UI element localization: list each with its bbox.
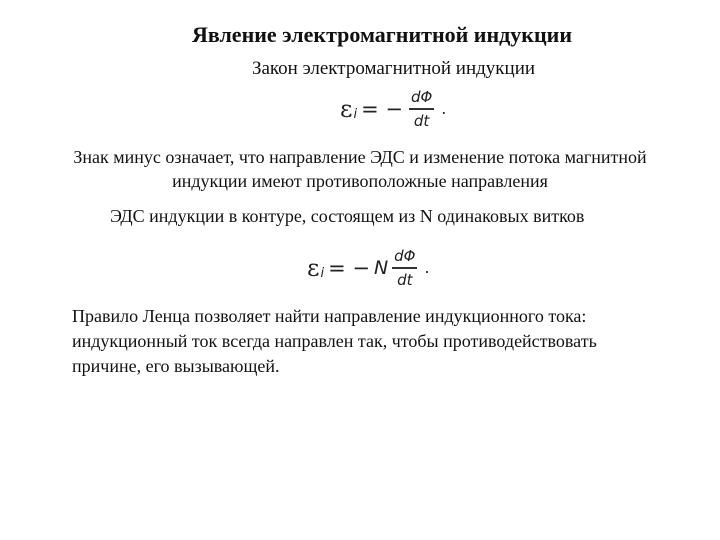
epsilon-symbol: ε <box>307 253 320 282</box>
emf-subscript: i <box>353 107 358 123</box>
formula-period: . <box>441 99 447 119</box>
emf-symbol <box>307 254 324 282</box>
epsilon-symbol: ε <box>340 94 353 123</box>
fraction-bar <box>409 108 434 110</box>
faraday-law-formula <box>340 88 446 130</box>
turns-count-symbol: N <box>373 256 389 279</box>
minus-note-line-1: Знак минус означает, что направление ЭДС и изменение потока магнитной <box>73 147 647 167</box>
n-turns-emf-formula <box>307 247 430 289</box>
fraction-numerator: dΦ <box>410 88 433 106</box>
law-heading: Закон электромагнитной индукции <box>251 58 536 79</box>
n-turns-emf-heading: ЭДС индукции в контуре, состоящем из N одинаковых витков <box>110 206 585 226</box>
equals-minus-sign: = − <box>361 96 403 121</box>
minus-note-line-2: индукции имеют противоположные направления <box>172 171 548 191</box>
lenz-rule-line-1: Правило Ленца позволяет найти направление индукционного тока: <box>72 306 587 326</box>
formula-period: . <box>424 258 430 278</box>
slide-title: Явление электромагнитной индукции <box>191 22 572 47</box>
emf-subscript: i <box>320 266 325 282</box>
flux-derivative-fraction <box>409 88 434 130</box>
lenz-rule-line-3: причине, его вызывающей. <box>72 356 280 376</box>
lenz-rule-paragraph <box>72 304 597 379</box>
fraction-denominator: dt <box>397 270 413 289</box>
equals-minus-sign: = − <box>328 255 370 280</box>
lenz-rule-line-2: индукционный ток всегда направлен так, чтобы противодействовать <box>72 331 597 351</box>
fraction-denominator: dt <box>413 111 430 130</box>
emf-symbol <box>340 95 357 123</box>
fraction-numerator: dΦ <box>394 247 416 265</box>
fraction-bar <box>392 267 417 269</box>
flux-derivative-fraction <box>392 247 417 289</box>
minus-sign-explanation <box>0 145 720 193</box>
